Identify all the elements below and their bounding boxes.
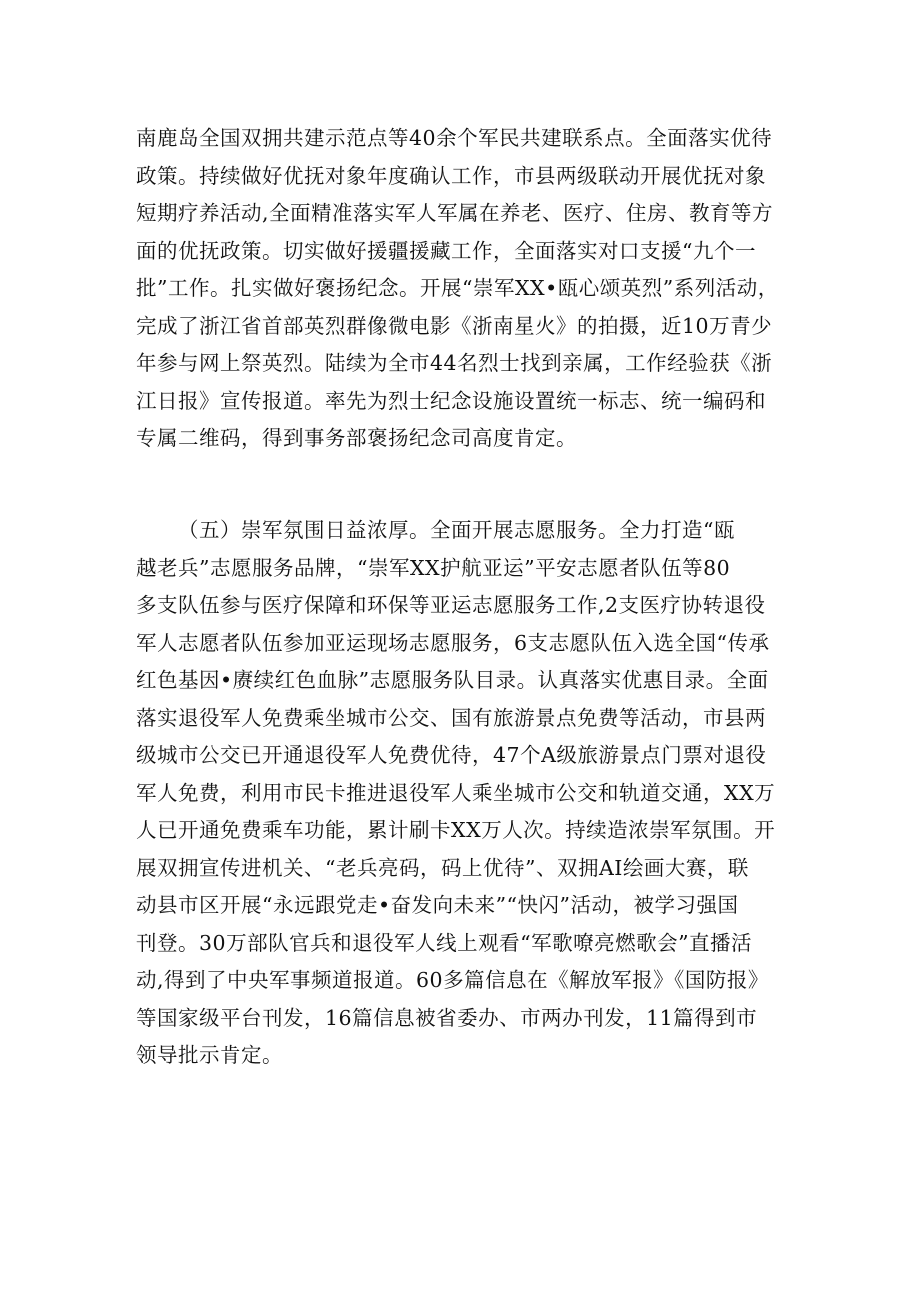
paragraph-line: 动县市区开展“永远跟党走•奋发向未来”“快闪”活动，被学习强国 <box>136 893 739 917</box>
paragraph-line: 批”工作。扎实做好褒扬纪念。开展“崇军XX•瓯心颂英烈”系列活动， <box>136 276 779 300</box>
paragraph-line: 落实退役军人免费乘坐城市公交、国有旅游景点免费等活动，市县两 <box>136 705 766 730</box>
paragraph-line: 越老兵”志愿服务品牌，“崇军XX护航亚运”平安志愿者队伍等80 <box>136 555 731 580</box>
paragraph-line: 年参与网上祭英烈。陆续为全市44名烈士找到亲属，工作经验获《浙 <box>136 351 773 375</box>
paragraph-line: 短期疗养活动,全面精准落实军人军属在养老、医疗、住房、教育等方 <box>136 201 774 225</box>
paragraph-line: 领导批示肯定。 <box>136 1043 283 1067</box>
paragraph-line: 展双拥宣传进机关、“老兵亮码，码上优待”、双拥AI绘画大赛，联 <box>136 855 749 880</box>
paragraph-line: 红色基因•赓续红色血脉”志愿服务队目录。认真落实优惠目录。全面 <box>136 668 769 692</box>
paragraph-2 <box>136 512 796 1075</box>
paragraph-1 <box>136 120 796 458</box>
paragraph-line: 刊登。30万部队官兵和退役军人线上观看“军歌嘹亮燃歌会”直播活 <box>136 930 753 955</box>
paragraph-line: 江日报》宣传报道。率先为烈士纪念设施设置统一标志、统一编码和 <box>136 388 766 413</box>
paragraph-line: 军人志愿者队伍参加亚运现场志愿服务，6支志愿队伍入选全国“传承 <box>136 630 770 655</box>
paragraph-line: 军人免费，利用市民卡推进退役军人乘坐城市公交和轨道交通，XX万 <box>136 780 776 805</box>
paragraph-line: 人已开通免费乘车功能，累计刷卡XX万人次。持续造浓崇军氛围。开 <box>136 818 776 842</box>
paragraph-line: 专属二维码，得到事务部褒扬纪念司高度肯定。 <box>136 426 577 450</box>
paragraph-line: 面的优抚政策。切实做好援疆援藏工作，全面落实对口支援“九个一 <box>136 238 756 263</box>
paragraph-line: 等国家级平台刊发，16篇信息被省委办、市两办刊发，11篇得到市 <box>136 1005 758 1030</box>
paragraph-line: 完成了浙江省首部英烈群像微电影《浙南星火》的拍摄，近10万青少 <box>136 313 773 338</box>
paragraph-line: 级城市公交已开通退役军人免费优待，47个A级旅游景点门票对退役 <box>136 743 767 767</box>
section-heading-line: （五）崇军氛围日益浓厚。全面开展志愿服务。全力打造“瓯 <box>178 518 735 542</box>
paragraph-line: 政策。持续做好优抚对象年度确认工作，市县两级联动开展优抚对象 <box>136 163 766 188</box>
paragraph-line: 动,得到了中央军事频道报道。60多篇信息在《解放军报》《国防报》 <box>136 968 769 992</box>
paragraph-line: 南鹿岛全国双拥共建示范点等40余个军民共建联系点。全面落实优待 <box>136 126 773 150</box>
paragraph-line: 多支队伍参与医疗保障和环保等亚运志愿服务工作,2支医疗协转退役 <box>136 593 766 617</box>
